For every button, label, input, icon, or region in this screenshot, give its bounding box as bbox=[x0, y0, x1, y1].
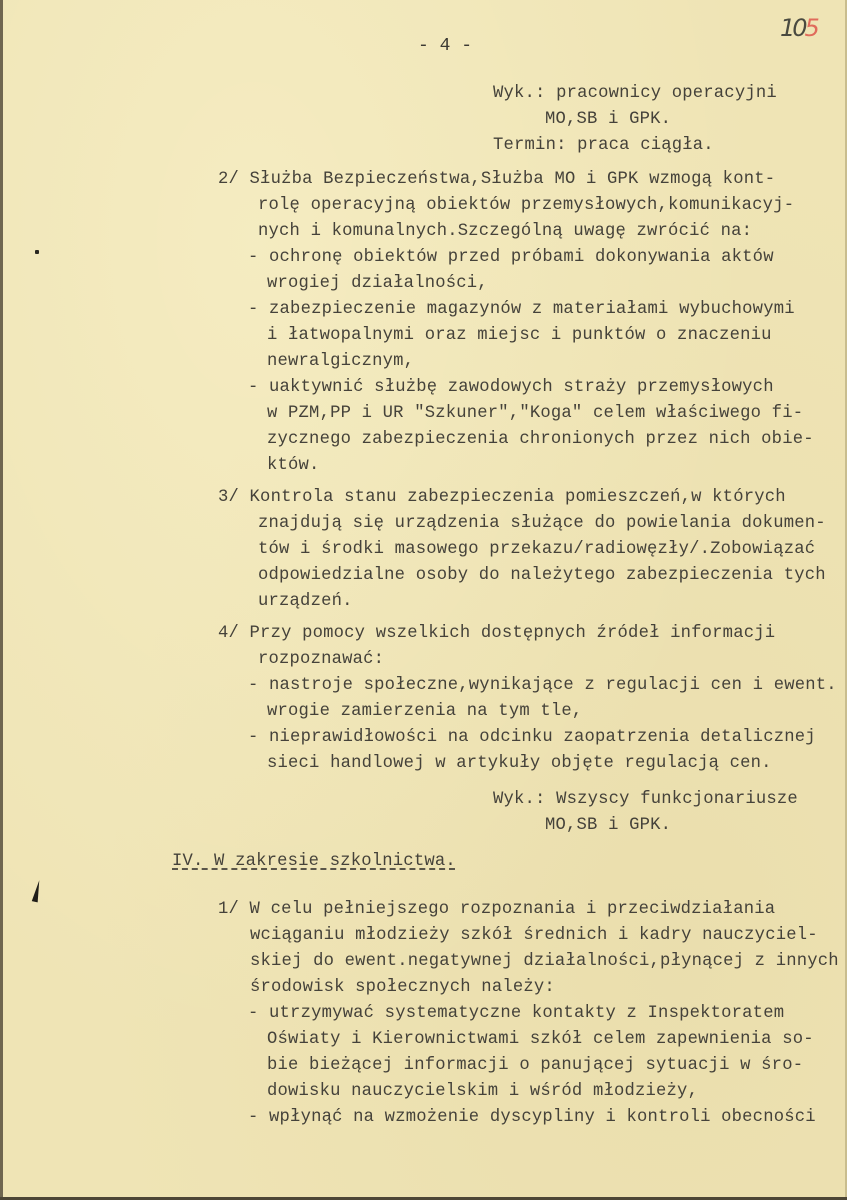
paragraph-line: znajdują się urządzenia służące do powielania dokumen- bbox=[258, 514, 826, 533]
bullet-line: - nastroje społeczne,wynikające z regulacji cen i ewent. bbox=[248, 676, 837, 695]
paragraph-line: 1/ W celu pełniejszego rozpoznania i przeciwdziałania bbox=[218, 900, 776, 919]
bullet-line: newralgicznym, bbox=[267, 352, 415, 371]
paragraph-line: nych i komunalnych.Szczególną uwagę zwrócić na: bbox=[258, 222, 753, 241]
bullet-line: wrogiej działalności, bbox=[267, 274, 488, 293]
bullet-line: sieci handlowej w artykuły objęte regulacją cen. bbox=[267, 754, 772, 773]
folio-red-digit: 5 bbox=[804, 14, 817, 42]
bullet-line: - zabezpieczenie magazynów z materiałami wybuchowymi bbox=[248, 300, 795, 319]
bullet-line: - nieprawidłowości na odcinku zaopatrzenia detalicznej bbox=[248, 728, 816, 747]
paragraph-line: odpowiedzialne osoby do należytego zabezpieczenia tych bbox=[258, 566, 826, 585]
bullet-line: dowisku nauczycielskim i wśród młodzieży, bbox=[267, 1082, 699, 1101]
bullet-line: - wpłynąć na wzmożenie dyscypliny i kontroli obecności bbox=[248, 1108, 816, 1127]
executor-line: MO,SB i GPK. bbox=[545, 816, 672, 835]
bullet-line: w PZM,PP i UR "Szkuner","Koga" celem właściwego fi- bbox=[267, 404, 804, 423]
margin-ink-dot bbox=[35, 250, 39, 254]
paragraph-line: środowisk społecznych należy: bbox=[250, 978, 555, 997]
bullet-line: któw. bbox=[267, 456, 320, 475]
bullet-line: - utrzymywać systematyczne kontakty z Inspektoratem bbox=[248, 1004, 785, 1023]
bullet-line: wrogie zamierzenia na tym tle, bbox=[267, 702, 583, 721]
paragraph-line: rolę operacyjną obiektów przemysłowych,komunikacyj- bbox=[258, 196, 795, 215]
executor-line: MO,SB i GPK. bbox=[545, 110, 672, 129]
paragraph-line: skiej do ewent.negatywnej działalności,płynącej z innych bbox=[250, 952, 839, 971]
paragraph-line: tów i środki masowego przekazu/radiowęzły/.Zobowiązać bbox=[258, 540, 816, 559]
bullet-line: Oświaty i Kierownictwami szkół celem zapewnienia so- bbox=[267, 1030, 814, 1049]
folio-dark-digits: 10 bbox=[780, 14, 805, 42]
paragraph-line: rozpoznawać: bbox=[258, 650, 385, 669]
section-heading: IV. W zakresie szkolnictwa. bbox=[172, 852, 456, 871]
page-number: - 4 - bbox=[418, 36, 473, 56]
paragraph-line: wciąganiu młodzieży szkół średnich i kadry nauczyciel- bbox=[250, 926, 818, 945]
bullet-line: i łatwopalnymi oraz miejsc i punktów o znaczeniu bbox=[267, 326, 772, 345]
executor-line: Wyk.: Wszyscy funkcjonariusze bbox=[493, 790, 798, 809]
deadline-line: Termin: praca ciągła. bbox=[493, 136, 714, 155]
paragraph-line: urządzeń. bbox=[258, 592, 353, 611]
bullet-line: - ochronę obiektów przed próbami dokonywania aktów bbox=[248, 248, 774, 267]
handwritten-folio-number bbox=[780, 14, 817, 42]
bullet-line: zycznego zabezpieczenia chronionych przez nich obie- bbox=[267, 430, 814, 449]
paragraph-line: 3/ Kontrola stanu zabezpieczenia pomieszczeń,w których bbox=[218, 488, 786, 507]
bullet-line: - uaktywnić służbę zawodowych straży przemysłowych bbox=[248, 378, 774, 397]
margin-ink-mark bbox=[32, 880, 42, 903]
paragraph-line: 2/ Służba Bezpieczeństwa,Służba MO i GPK wzmogą kont- bbox=[218, 170, 776, 189]
bullet-line: bie bieżącej informacji o panującej sytuacji w śro- bbox=[267, 1056, 804, 1075]
page-edge-left bbox=[0, 0, 3, 1200]
executor-line: Wyk.: pracownicy operacyjni bbox=[493, 84, 777, 103]
paragraph-line: 4/ Przy pomocy wszelkich dostępnych źródeł informacji bbox=[218, 624, 776, 643]
